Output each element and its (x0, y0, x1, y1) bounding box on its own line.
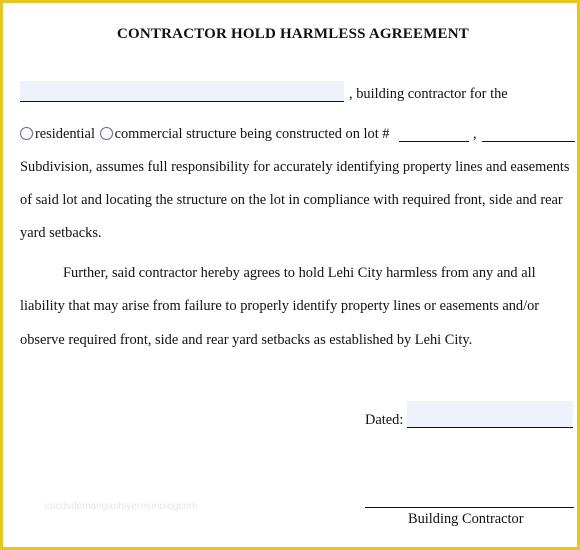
date-field[interactable] (407, 401, 573, 428)
comma-separator: , (473, 126, 477, 142)
commercial-radio[interactable] (100, 127, 113, 140)
paragraph2-line2: liability that may arise from failure to properly identify property lines or easements and/or (20, 298, 540, 314)
signature-label: Building Contractor (408, 511, 524, 527)
signature-line[interactable] (365, 493, 574, 508)
dated-label: Dated: (365, 412, 404, 428)
paragraph2-line3: observe required front, side and rear yard setbacks as established by Lehi City. (20, 332, 473, 348)
residential-label: residential (35, 126, 95, 142)
lot-number-field[interactable] (399, 125, 469, 142)
subdivision-field[interactable] (482, 125, 575, 142)
commercial-label: commercial structure being constructed on lot # (114, 126, 390, 142)
contractor-name-field[interactable] (20, 81, 344, 102)
structure-type-row (20, 125, 390, 143)
document-title: CONTRACTOR HOLD HARMLESS AGREEMENT (117, 26, 469, 42)
paragraph2-line1: Further, said contractor hereby agrees to hold Lehi City harmless from any and all (63, 265, 536, 281)
residential-radio[interactable] (20, 127, 33, 140)
building-contractor-text: , building contractor for the (349, 86, 508, 102)
watermark: cocdsdemanganhiyermonologcom (45, 501, 198, 512)
paragraph1-line3: of said lot and locating the structure on the lot in compliance with required front, side and rear (20, 192, 563, 208)
paragraph1-line2: Subdivision, assumes full responsibility for accurately identifying property lines and easements (20, 159, 570, 175)
paragraph1-line4: yard setbacks. (20, 225, 102, 241)
